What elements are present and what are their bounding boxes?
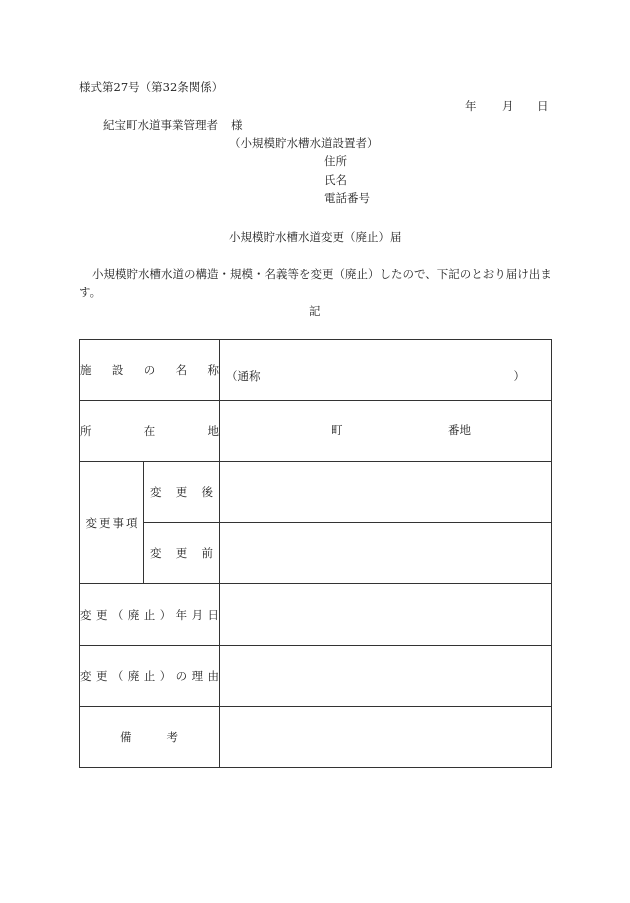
remarks-label: 備 考 [80, 707, 220, 768]
change-date-row [80, 584, 552, 646]
change-reason-field[interactable] [220, 646, 552, 707]
applicant-address-label: 住所 [324, 154, 347, 168]
change-before-row [80, 523, 552, 584]
location-row [80, 401, 552, 462]
applicant-phone-label: 電話番号 [324, 191, 370, 205]
location-field[interactable] [220, 401, 552, 462]
change-reason-label: 変 更 （ 廃 止 ） の 理 由 [80, 646, 220, 707]
change-date-label: 変 更 （ 廃 止 ） 年 月 日 [80, 584, 220, 646]
addressee-name: 紀宝町水道事業管理者 [103, 118, 218, 132]
change-after-row [80, 462, 552, 523]
form-number: 様式第27号（第32条関係） [79, 80, 224, 94]
remarks-field[interactable] [220, 707, 552, 768]
facility-name-row [80, 340, 552, 401]
date-day-label: 日 [537, 99, 549, 113]
town-label: 町 [331, 423, 343, 437]
change-reason-row [80, 646, 552, 707]
before-change-label: 変 更 前 [144, 523, 220, 584]
before-change-field[interactable] [220, 523, 552, 584]
facility-name-prefix: （通称 [226, 369, 261, 383]
date-year-label: 年 [465, 99, 477, 113]
applicant-role: （小規模貯水槽水道設置者） [229, 136, 379, 150]
lot-number-label: 番地 [448, 423, 471, 437]
addressee-honorific: 様 [231, 118, 243, 132]
date-month-label: 月 [502, 99, 514, 113]
remarks-row [80, 707, 552, 768]
body-text-line2: す。 [79, 285, 102, 299]
facility-name-field[interactable] [220, 340, 552, 401]
after-change-field[interactable] [220, 462, 552, 523]
location-label: 所 在 地 [80, 401, 220, 462]
change-date-field[interactable] [220, 584, 552, 646]
change-items-label: 変 更 事 項 [80, 462, 144, 584]
facility-name-label: 施 設 の 名 称 [80, 340, 220, 401]
after-change-label: 変 更 後 [144, 462, 220, 523]
facility-name-suffix: ） [513, 369, 525, 383]
applicant-name-label: 氏名 [324, 173, 347, 187]
ki-marker: 記 [309, 304, 321, 318]
document-title: 小規模貯水槽水道変更（廃止）届 [229, 230, 402, 244]
notification-form-table [79, 339, 552, 768]
body-text-line1: 小規模貯水槽水道の構造・規模・名義等を変更（廃止）したので、下記のとおり届け出ま [92, 267, 552, 281]
